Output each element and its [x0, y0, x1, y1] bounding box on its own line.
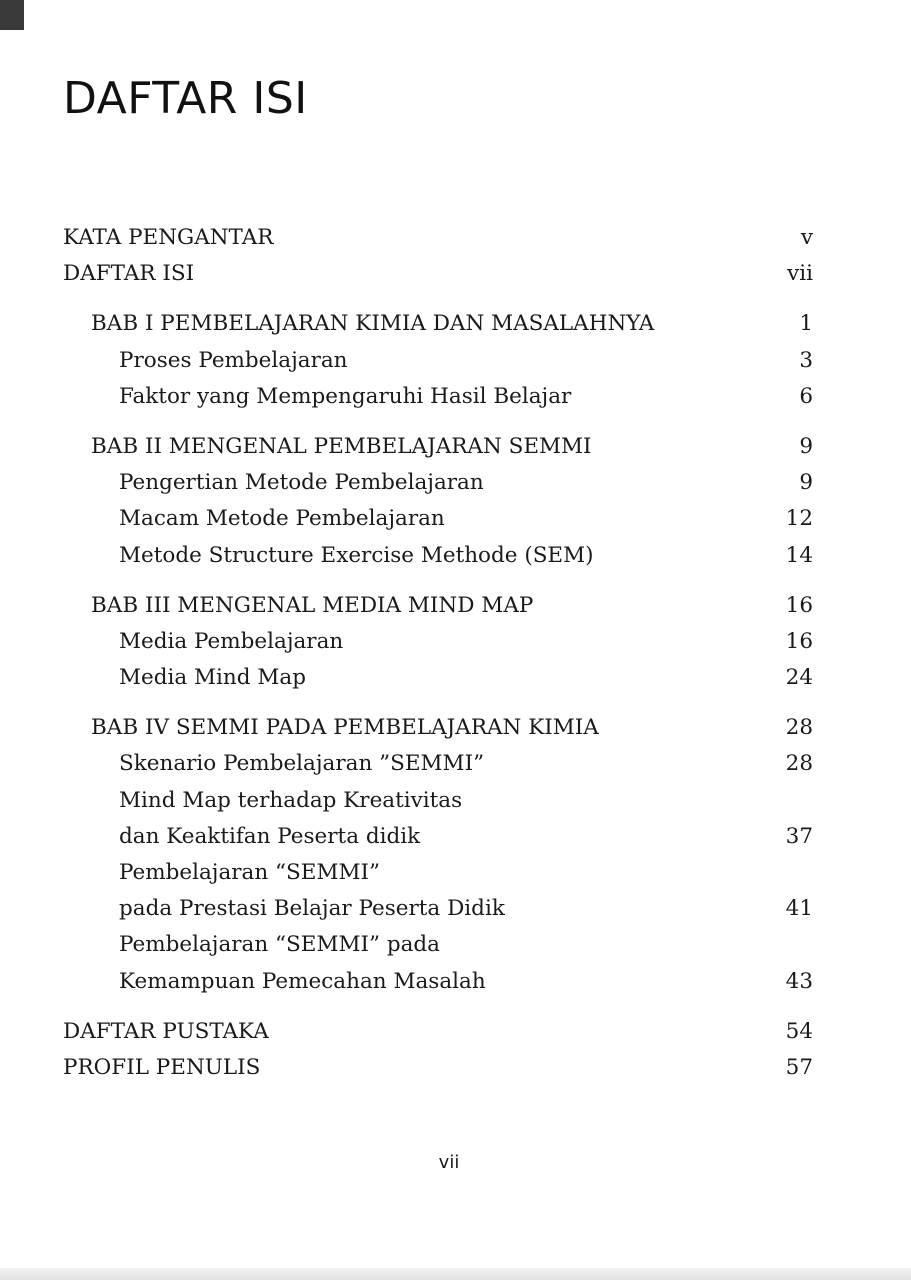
toc-chapter-title: BAB I PEMBELAJARAN KIMIA DAN MASALAHNYA	[91, 311, 655, 337]
toc-section[interactable]	[63, 501, 813, 537]
toc-entry-page: 16	[785, 628, 813, 654]
toc-section-label: Media Mind Map	[119, 665, 306, 691]
toc-section[interactable]	[63, 783, 813, 819]
toc-entry-page: 6	[799, 383, 813, 409]
page-title: DAFTAR ISI	[63, 73, 308, 124]
toc-section[interactable]	[63, 343, 813, 379]
toc-entry-page: vii	[787, 261, 813, 287]
toc-section[interactable]	[63, 660, 813, 696]
toc-section[interactable]	[63, 891, 813, 927]
toc-entry-page: 9	[799, 470, 813, 496]
toc-section-label: Proses Pembelajaran	[119, 347, 348, 373]
toc-section[interactable]	[63, 819, 813, 855]
toc-chapter-bab-3[interactable]	[63, 588, 813, 624]
toc-section-label: Pembelajaran “SEMMI”	[119, 860, 380, 885]
toc-section[interactable]	[63, 746, 813, 782]
toc-entry-label: KATA PENGANTAR	[63, 225, 274, 250]
toc-chapter-title: BAB IV SEMMI PADA PEMBELAJARAN KIMIA	[91, 715, 599, 741]
toc-section[interactable]	[63, 927, 813, 963]
toc-entry-page: 1	[799, 311, 813, 337]
toc-section-label: Kemampuan Pemecahan Masalah	[119, 968, 486, 994]
toc-entry-daftar-isi[interactable]	[63, 256, 813, 292]
toc-entry-page: 28	[785, 715, 813, 741]
toc-entry-page: 9	[799, 433, 813, 459]
toc-entry-page: 54	[785, 1018, 813, 1044]
toc-entry-daftar-pustaka[interactable]	[63, 1014, 813, 1050]
toc-entry-page: 16	[785, 592, 813, 618]
toc-entry-page: 12	[785, 506, 813, 532]
page-bottom-edge	[0, 1268, 911, 1280]
toc-section-label: dan Keaktifan Peserta didik	[119, 823, 421, 849]
toc-entry-page: 3	[799, 347, 813, 373]
toc-entry-page: 43	[785, 968, 813, 994]
toc-section-label: Metode Structure Exercise Methode (SEM)	[119, 542, 594, 568]
toc-section[interactable]	[63, 465, 813, 501]
toc-entry-kata-pengantar[interactable]	[63, 220, 813, 256]
toc-section-label: Media Pembelajaran	[119, 628, 344, 654]
toc-entry-page: 57	[785, 1054, 813, 1080]
toc-chapter-bab-1[interactable]	[63, 306, 813, 342]
toc-section-label: Macam Metode Pembelajaran	[119, 506, 445, 532]
toc-entry-page: 24	[785, 665, 813, 691]
toc-section-label: Pembelajaran “SEMMI” pada	[119, 932, 440, 958]
toc-section-label: Skenario Pembelajaran ”SEMMI”	[119, 751, 485, 777]
toc-section[interactable]	[63, 624, 813, 660]
toc-entry-page: 37	[785, 823, 813, 849]
toc-section[interactable]	[63, 964, 813, 1000]
toc-section[interactable]	[63, 855, 813, 891]
page-number: vii	[438, 1152, 460, 1173]
toc-section[interactable]	[63, 538, 813, 574]
toc-entry-page: 41	[785, 896, 813, 922]
toc-section-label: pada Prestasi Belajar Peserta Didik	[119, 896, 505, 922]
corner-mark	[0, 0, 24, 30]
toc-entry-page: 28	[785, 751, 813, 777]
toc-section-label: Pengertian Metode Pembelajaran	[119, 470, 484, 496]
toc-entry-label: DAFTAR ISI	[63, 261, 195, 287]
toc-section-label: Faktor yang Mempengaruhi Hasil Belajar	[119, 383, 572, 409]
toc-chapter-bab-4[interactable]	[63, 710, 813, 746]
toc-chapter-bab-2[interactable]	[63, 429, 813, 465]
toc-section-label: Mind Map terhadap Kreativitas	[119, 787, 463, 813]
toc-entry-page: 14	[785, 542, 813, 568]
toc-entry-label: DAFTAR PUSTAKA	[63, 1018, 269, 1044]
toc-entry-label: PROFIL PENULIS	[63, 1054, 261, 1080]
toc-entry-page: v	[800, 225, 813, 250]
toc-entry-profil-penulis[interactable]	[63, 1050, 813, 1086]
toc-chapter-title: BAB III MENGENAL MEDIA MIND MAP	[91, 592, 534, 618]
table-of-contents	[63, 220, 813, 1086]
toc-section[interactable]	[63, 379, 813, 415]
toc-chapter-title: BAB II MENGENAL PEMBELAJARAN SEMMI	[91, 433, 592, 459]
